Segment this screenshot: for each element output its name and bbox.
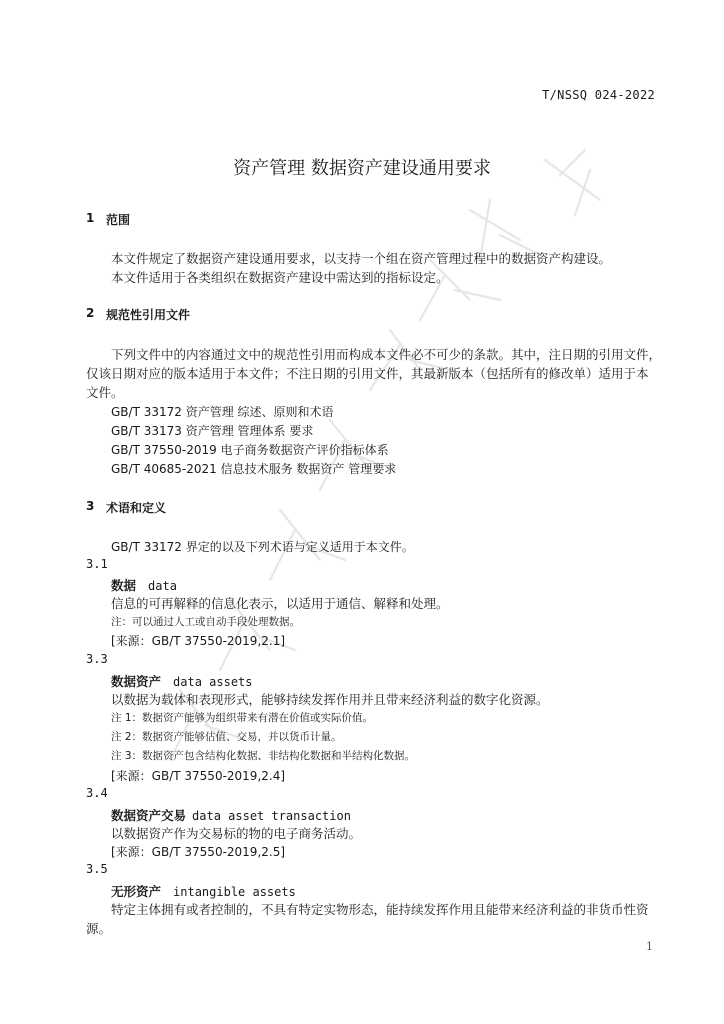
term-definition: 以数据为载体和表现形式，能够持续发挥作用并且带来经济利益的数字化资源。	[111, 692, 549, 707]
section-2-paragraph-line-2: 仅该日期对应的版本适用于本文件；不注日期的引用文件，其最新版本（包括所有的修改单）适用于本	[86, 366, 649, 381]
term-note: 注 1：数据资产能够为组织带来有潜在价值或实际价值。	[111, 712, 374, 724]
term-zh: 数据资产	[111, 674, 162, 689]
reference-item: GB/T 33172 资产管理 综述、原则和术语	[111, 405, 334, 419]
term-number: 3.5	[86, 862, 108, 876]
term-source: [来源：GB/T 37550-2019,2.4]	[111, 769, 286, 783]
term-heading	[111, 881, 296, 900]
section-2-paragraph-line-3: 文件。	[86, 385, 124, 400]
page-title: 资产管理 数据资产建设通用要求	[233, 158, 491, 179]
term-number: 3.3	[86, 652, 108, 666]
term-number: 3.1	[86, 557, 108, 571]
standard-number: T/NSSQ 024-2022	[542, 88, 655, 102]
term-heading	[111, 575, 177, 594]
page-number: 1	[646, 940, 653, 953]
reference-item: GB/T 37550-2019 电子商务数据资产评价指标体系	[111, 443, 389, 457]
term-source: [来源：GB/T 37550-2019,2.5]	[111, 845, 286, 859]
section-3-number: 3	[86, 499, 95, 513]
section-3-intro: GB/T 33172 界定的以及下列术语与定义适用于本文件。	[111, 540, 414, 554]
reference-item: GB/T 33173 资产管理 管理体系 要求	[111, 424, 314, 438]
term-definition: 信息的可再解释的信息化表示，以适用于通信、解释和处理。	[111, 596, 449, 611]
term-zh: 数据	[111, 578, 137, 593]
term-note: 注：可以通过人工或自动手段处理数据。	[111, 616, 300, 628]
reference-item: GB/T 40685-2021 信息技术服务 数据资产 管理要求	[111, 462, 397, 476]
term-en: data assets	[173, 675, 253, 689]
section-1-paragraph-1: 本文件规定了数据资产建设通用要求，以支持一个组在资产管理过程中的数据资产构建设。	[111, 251, 612, 266]
term-heading	[111, 805, 351, 824]
term-en: data asset transaction	[192, 809, 351, 823]
term-note: 注 2：数据资产能够估值、交易，并以货币计量。	[111, 731, 342, 743]
term-heading	[111, 671, 253, 690]
section-2-heading: 规范性引用文件	[106, 308, 191, 322]
term-definition: 以数据资产作为交易标的物的电子商务活动。	[111, 826, 362, 841]
term-definition-line-1: 特定主体拥有或者控制的，不具有特定实物形态，能持续发挥作用且能带来经济利益的非货币性资	[111, 902, 649, 917]
section-1-heading: 范围	[106, 213, 131, 227]
term-zh: 无形资产	[111, 884, 162, 899]
term-zh: 数据资产交易	[111, 808, 187, 823]
term-en: intangible assets	[173, 885, 296, 899]
section-1-paragraph-2: 本文件适用于各类组织在数据资产建设中需达到的指标设定。	[111, 270, 449, 285]
term-note: 注 3：数据资产包含结构化数据、非结构化数据和半结构化数据。	[111, 750, 416, 762]
section-3-heading: 术语和定义	[106, 501, 167, 515]
term-en: data	[148, 579, 177, 593]
section-2-number: 2	[86, 306, 95, 320]
term-definition-line-2: 源。	[86, 921, 112, 936]
section-2-paragraph-line-1: 下列文件中的内容通过文中的规范性引用而构成本文件必不可少的条款。其中，注日期的引用文件，	[111, 347, 662, 362]
term-number: 3.4	[86, 786, 108, 800]
term-source: [来源：GB/T 37550-2019,2.1]	[111, 634, 286, 648]
section-1-number: 1	[86, 211, 95, 225]
